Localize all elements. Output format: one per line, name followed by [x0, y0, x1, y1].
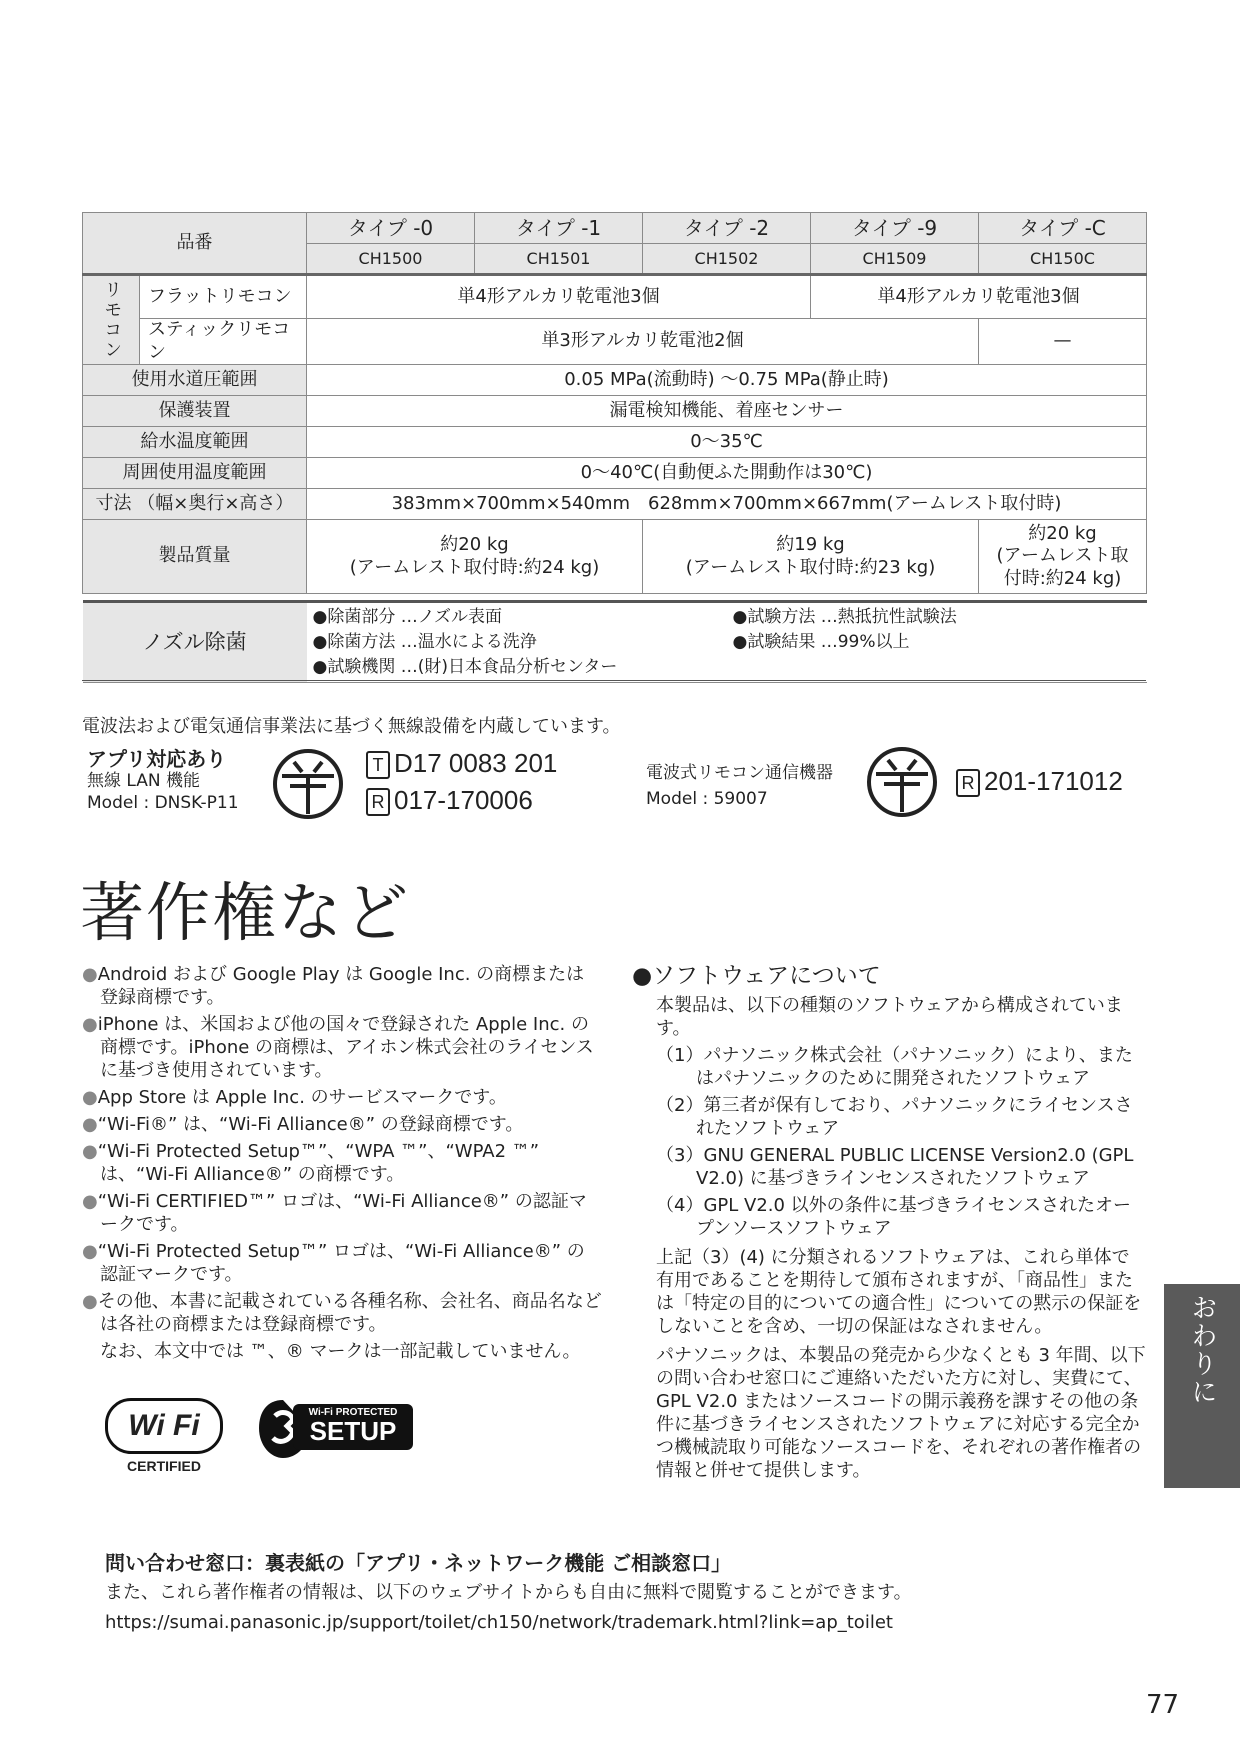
warranty-paragraph: 上記（3）(4) に分類されるソフトウェアは、これら単体で有用であることを期待して頒布されますが、「商品性」または「特定の目的についての適合性」についての黙示の保証をしないことを含め、一切の保証はなされません。: [656, 1247, 1142, 1337]
contact-text: また、これら著作権者の情報は、以下のウェブサイトからも自由に無料で閲覧することができます。: [105, 1582, 912, 1603]
app-support-label: アプリ対応あり: [87, 747, 227, 771]
wifi-certified-logo: [105, 1398, 223, 1474]
nozzle-item: ●除菌方法 …温水による洗浄: [312, 632, 537, 652]
wps-top-text: Wi-Fi PROTECTED: [308, 1407, 398, 1418]
wps-badge: [293, 1404, 413, 1450]
spec-row-label: 使用水道圧範囲: [83, 365, 307, 396]
type-header: タイプ -C: [979, 213, 1147, 244]
spec-row-value: 0～40℃(自動便ふた開動作は30℃): [307, 458, 1147, 489]
mass-value: 約19 kg: [776, 534, 845, 555]
trademark-item: ●Android および Google Play は Google Inc. の商標または登録商標です。: [82, 964, 585, 1008]
nozzle-item: ●試験結果 …99%以上: [732, 632, 910, 652]
r-box-icon: R: [956, 769, 980, 797]
software-heading: ●ソフトウェアについて: [632, 963, 881, 989]
cert-block-remote: [646, 760, 833, 812]
software-item: （2）第三者が保有しており、パナソニックにライセンスされたソフトウェア: [656, 1095, 1133, 1139]
spec-row-value: 漏電検知機能、着座センサー: [307, 396, 1147, 427]
model-number: CH150C: [979, 244, 1147, 275]
wifi-certified-text: CERTIFIED: [127, 1458, 201, 1474]
software-item: （1）パナソニック株式会社（パナソニック）により、またはパナソニックのために開発されたソフトウェア: [656, 1045, 1133, 1089]
software-item: （3）GNU GENERAL PUBLIC LICENSE Version2.0 (GPL V2.0) に基づきラインセンスされたソフトウェア: [656, 1145, 1134, 1189]
cert-block-wlan: [87, 748, 239, 814]
spec-row-label: 寸法 （幅×奥行×高さ）: [83, 489, 307, 520]
giteki-mark-icon: [866, 746, 938, 818]
trademark-item: ●“Wi-Fi Protected Setup™”、“WPA ™”、“WPA2 ™” は、“Wi-Fi Alliance®” の商標です。: [82, 1141, 540, 1185]
stick-remote-c: —: [979, 319, 1147, 365]
r-number: 201-171012: [984, 766, 1123, 796]
radio-law-notice: 電波法および電気通信事業法に基づく無線設備を内蔵しています。: [82, 716, 621, 737]
page-number: 77: [1146, 1690, 1180, 1720]
type-header: タイプ -0: [307, 213, 475, 244]
trademark-item: ●その他、本書に記載されている各種名称、会社名、商品名などは各社の商標または登録商標です。: [82, 1291, 602, 1335]
stick-remote-battery: 単3形アルカリ乾電池2個: [307, 319, 979, 365]
spec-row-label: 周囲使用温度範囲: [83, 458, 307, 489]
wifi-logo-mark: Wi Fi: [105, 1398, 223, 1454]
spec-row-label: 保護装置: [83, 396, 307, 427]
mass-type-0-1: [307, 520, 643, 594]
table-bottom-rule: [82, 680, 1146, 681]
flat-remote-battery-b: 単4形アルカリ乾電池3個: [811, 275, 1147, 319]
contact-block: [105, 1548, 912, 1638]
source-offer-paragraph: パナソニックは、本製品の発売から少なくとも 3 年間、以下の問い合わせ窓口にご連絡いただいた方に対し、実費にて、GPL V2.0 またはソースコードの開示義務を課すその他の条件に基づきライセンスされたソフトウェアに対応する完全かつ機械読取り可能なソースコードを、それぞれの著作権者の情報と併せて提供します。: [656, 1345, 1146, 1481]
spec-row-label: 給水温度範囲: [83, 427, 307, 458]
chapter-tab-label: おわりに: [1187, 1294, 1217, 1406]
trademark-note: なお、本文中では ™、® マークは一部記載していません。: [100, 1341, 581, 1362]
trademark-item: ●“Wi-Fi Protected Setup™” ロゴは、“Wi-Fi Alliance®” の認証マークです。: [82, 1241, 585, 1285]
section-title: 著作権など: [80, 877, 410, 951]
hinban-label: 品番: [83, 213, 307, 275]
t-box-icon: T: [366, 751, 390, 779]
model-label: Model : DNSK-P11: [87, 793, 239, 813]
remote-model-label: Model : 59007: [646, 789, 768, 809]
r-box-icon: R: [366, 788, 390, 816]
stick-remote-label: スティックリモコン: [140, 319, 307, 365]
mass-armrest: (アームレスト取付時:約24 kg): [349, 556, 600, 578]
nozzle-item: ●除菌部分 …ノズル表面: [312, 607, 503, 627]
model-number: CH1500: [307, 244, 475, 275]
mass-type-c: [979, 520, 1147, 594]
chapter-side-tab: [1164, 1284, 1240, 1488]
model-number: CH1501: [475, 244, 643, 275]
mass-armrest: (アームレスト取付時:約23 kg): [685, 556, 936, 578]
wps-main-text: SETUP: [309, 1416, 397, 1446]
nozzle-label: ノズル除菌: [83, 602, 307, 683]
remote-group-label: リモコン: [83, 275, 140, 365]
type-header: タイプ -1: [475, 213, 643, 244]
flat-remote-battery-a: 単4形アルカリ乾電池3個: [307, 275, 811, 319]
trademark-list: [82, 963, 602, 1367]
mass-armrest: 付時:約24 kg): [1003, 567, 1122, 589]
radio-conformity-number: [366, 785, 533, 816]
flat-remote-label: フラットリモコン: [140, 275, 307, 319]
type-header: タイプ -2: [643, 213, 811, 244]
t-number: D17 0083 201: [394, 748, 558, 778]
remote-radio-number: [956, 766, 1123, 797]
nozzle-item: ●試験方法 …熱抵抗性試験法: [732, 607, 957, 627]
giteki-mark-icon: [272, 748, 344, 820]
wlan-label: 無線 LAN 機能: [87, 771, 201, 791]
spec-row-value: 0～35℃: [307, 427, 1147, 458]
trademark-item: ●iPhone は、米国および他の国々で登録された Apple Inc. の商標です。iPhone の商標は、アイホン株式会社のライセンスに基づき使用されています。: [82, 1014, 594, 1081]
remote-device-label: 電波式リモコン通信機器: [646, 763, 833, 783]
software-section: [632, 965, 1147, 1486]
trademark-item: ●“Wi-Fi®” は、“Wi-Fi Alliance®” の登録商標です。: [82, 1114, 524, 1135]
mass-label: 製品質量: [83, 520, 307, 594]
software-intro: 本製品は、以下の種類のソフトウェアから構成されています。: [656, 995, 1123, 1039]
tech-conformity-number: [366, 748, 557, 779]
mass-type-2-9: [643, 520, 979, 594]
nozzle-details: [307, 602, 1147, 683]
model-number: CH1509: [811, 244, 979, 275]
software-item: （4）GPL V2.0 以外の条件に基づきライセンスされたオープンソースソフトウェア: [656, 1195, 1132, 1239]
mass-value: 約20 kg: [1028, 522, 1097, 544]
spec-table: [82, 212, 1147, 683]
spec-row-value: 383mm×700mm×540mm 628mm×700mm×667mm(アームレスト取付時): [307, 489, 1147, 520]
mass-armrest: (アームレスト取: [996, 545, 1129, 567]
trademark-item: ●“Wi-Fi CERTIFIED™” ロゴは、“Wi-Fi Alliance®” の認証マークです。: [82, 1191, 587, 1235]
nozzle-item: ●試験機関 …(財)日本食品分析センター: [312, 657, 618, 677]
r-number: 017-170006: [394, 785, 533, 815]
contact-heading: 問い合わせ窓口：裏表紙の「アプリ・ネットワーク機能 ご相談窓口」: [105, 1551, 732, 1575]
trademark-item: ●App Store は Apple Inc. のサービスマークです。: [82, 1087, 507, 1108]
model-number: CH1502: [643, 244, 811, 275]
spec-row-value: 0.05 MPa(流動時) ～0.75 MPa(静止時): [307, 365, 1147, 396]
trademark-url[interactable]: https://sumai.panasonic.jp/support/toilet/ch150/network/trademark.html?link=ap_toilet: [105, 1612, 893, 1633]
type-header: タイプ -9: [811, 213, 979, 244]
mass-value: 約20 kg: [440, 534, 509, 555]
